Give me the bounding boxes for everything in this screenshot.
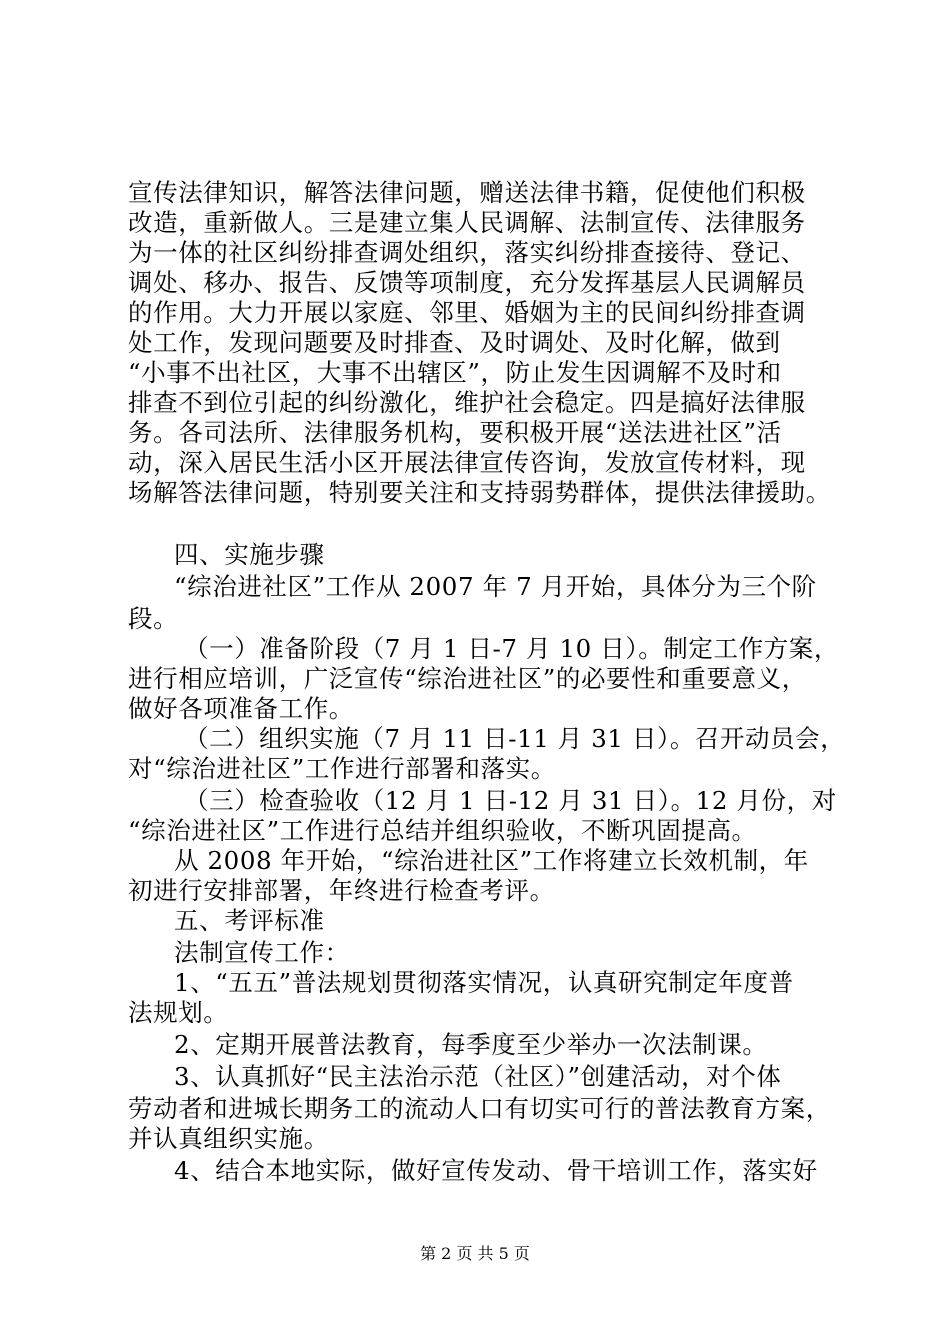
text-line: 进行相应培训，广泛宣传“综治进社区”的必要性和重要意义， — [128, 664, 807, 693]
text-line: 务。各司法所、法律服务机构，要积极开展“送法进社区”活 — [128, 418, 782, 447]
page-number-footer: 第 2 页 共 5 页 — [420, 1244, 530, 1263]
section-heading: 五、考评标准 — [174, 906, 325, 935]
text-line: （二）组织实施（7 月 11 日-11 月 31 日）。召开动员会， — [184, 724, 846, 753]
text-line: 动，深入居民生活小区开展法律宣传咨询，发放宣传材料，现 — [128, 448, 806, 477]
text-line: 3、认真抓好“民主法治示范（社区）”创建活动，对个体 — [174, 1062, 782, 1091]
text-line: 宣传法律知识，解答法律问题，赠送法律书籍，促使他们积极 — [128, 178, 806, 207]
text-line: “综治进社区”工作进行总结并组织验收，不断巩固提高。 — [128, 816, 757, 845]
text-line: 排查不到位引起的纠纷激化，维护社会稳定。四是搞好法律服 — [128, 388, 806, 417]
text-line: 段。 — [128, 604, 179, 633]
section-heading: 四、实施步骤 — [174, 540, 325, 569]
text-line: 做好各项准备工作。 — [128, 694, 354, 723]
text-line: （一）准备阶段（7 月 1 日-7 月 10 日）。制定工作方案， — [184, 634, 839, 663]
text-line: 改造，重新做人。三是建立集人民调解、法制宣传、法律服务 — [128, 208, 806, 237]
text-line: 场解答法律问题，特别要关注和支持弱势群体，提供法律援助。 — [128, 478, 831, 507]
text-line: 初进行安排部署，年终进行检查考评。 — [128, 876, 555, 905]
text-line: 4、结合本地实际，做好宣传发动、骨干培训工作，落实好 — [174, 1156, 818, 1185]
text-line: 法规划。 — [128, 998, 229, 1027]
text-line: 法制宣传工作： — [174, 938, 350, 967]
text-line: 2、定期开展普法教育，每季度至少举办一次法制课。 — [174, 1030, 768, 1059]
text-line: 对“综治进社区”工作进行部署和落实。 — [128, 754, 556, 783]
text-line: （三）检查验收（12 月 1 日-12 月 31 日）。12 月份，对 — [184, 786, 837, 815]
text-line: 调处、移办、报告、反馈等项制度，充分发挥基层人民调解员 — [128, 268, 806, 297]
text-line: 1、“五五”普法规划贯彻落实情况，认真研究制定年度普 — [174, 968, 794, 997]
text-line: 劳动者和进城长期务工的流动人口有切实可行的普法教育方案， — [128, 1094, 831, 1123]
text-line: 从 2008 年开始，“综治进社区”工作将建立长效机制，年 — [174, 846, 809, 875]
text-line: 处工作，发现问题要及时排查、及时调处、及时化解，做到 — [128, 328, 781, 357]
text-line: “综治进社区”工作从 2007 年 7 月开始，具体分为三个阶 — [174, 572, 817, 601]
text-line: “小事不出社区，大事不出辖区”，防止发生因调解不及时和 — [128, 358, 782, 387]
text-line: 并认真组织实施。 — [128, 1124, 329, 1153]
text-line: 为一体的社区纠纷排查调处组织，落实纠纷排查接待、登记、 — [128, 238, 806, 267]
text-line: 的作用。大力开展以家庭、邻里、婚姻为主的民间纠纷排查调 — [128, 298, 806, 327]
